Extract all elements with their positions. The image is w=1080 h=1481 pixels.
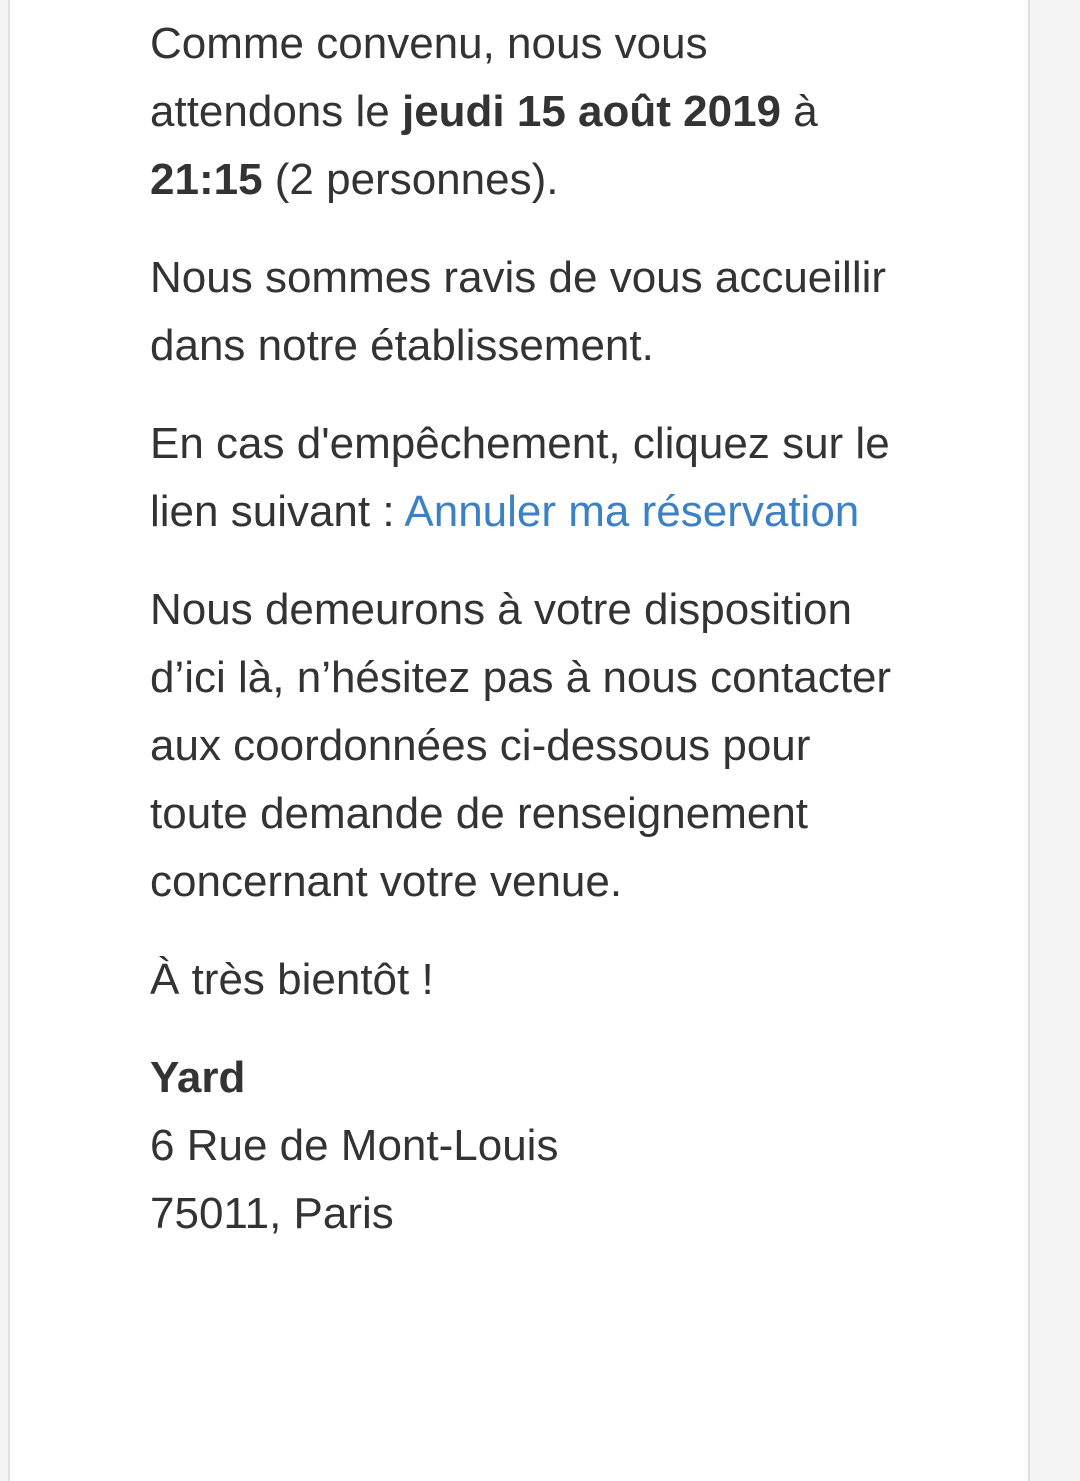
reservation-intro-text: Comme convenu, nous vous attendons le — [150, 19, 708, 136]
contact-paragraph: Nous demeurons à votre disposition d’ici là, n’hésitez pas à nous contacter aux coordonnées ci-dessous pour toute demande de renseignement concernant votre venue. — [150, 585, 892, 906]
cancellation-paragraph — [150, 410, 910, 546]
reservation-at-text: à — [781, 87, 818, 136]
reservation-party-size: (2 personnes). — [262, 155, 559, 204]
cancellation-text: En cas d'empêchement, cliquez sur le lien suivant : — [150, 419, 890, 536]
reservation-time: 21:15 — [150, 155, 263, 204]
signature-street: 6 Rue de Mont-Louis — [150, 1121, 559, 1170]
signature-name: Yard — [150, 1053, 246, 1102]
reservation-date: jeudi 15 août 2019 — [401, 87, 782, 136]
reservation-details-paragraph — [150, 10, 910, 214]
signature-city: 75011, Paris — [150, 1189, 394, 1238]
cancel-reservation-link[interactable]: Annuler ma réservation — [404, 487, 860, 536]
signature-block — [150, 1044, 910, 1248]
email-content — [150, 10, 910, 1278]
email-body-card — [8, 0, 1030, 1481]
welcome-paragraph: Nous sommes ravis de vous accueillir dans notre établissement. — [150, 253, 887, 370]
closing-paragraph: À très bientôt ! — [150, 955, 434, 1004]
